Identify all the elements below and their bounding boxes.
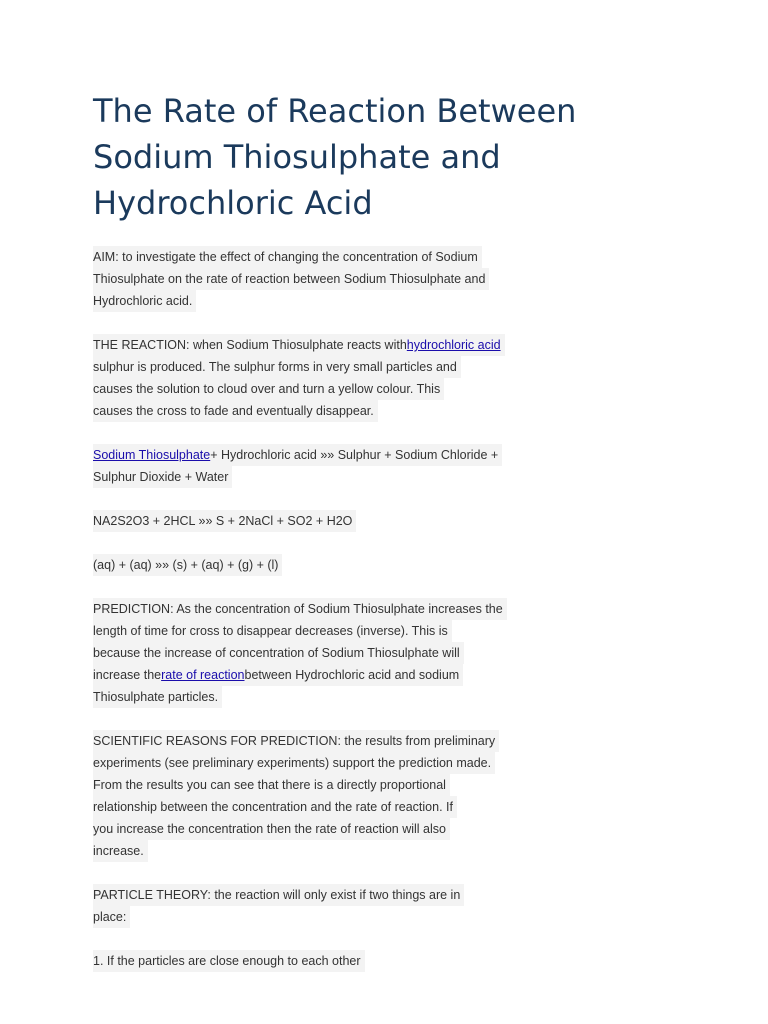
reaction-line-1 [93, 334, 505, 356]
word-equation-line-1-text: + Hydrochloric acid »» Sulphur + Sodium Chloride + [210, 448, 499, 462]
particle-theory-paragraph [93, 884, 533, 928]
title-line-1: The Rate of Reaction Between [93, 92, 577, 130]
reaction-paragraph [93, 334, 533, 422]
document-page [93, 88, 577, 972]
symbol-equation: NA2S2O3 + 2HCL »» S + 2NaCl + SO2 + H2O [93, 510, 356, 532]
scientific-line-4: relationship between the concentration and the rate of reaction. If [93, 796, 457, 818]
scientific-line-3: From the results you can see that there is a directly proportional [93, 774, 450, 796]
prediction-line-5: Thiosulphate particles. [93, 686, 222, 708]
rate-of-reaction-link[interactable]: rate of reaction [161, 668, 245, 682]
prediction-line-4-pre: increase the [93, 668, 162, 682]
prediction-line-2: length of time for cross to disappear decreases (inverse). This is [93, 620, 452, 642]
prediction-line-3: because the increase of concentration of Sodium Thiosulphate will [93, 642, 464, 664]
reaction-line-3: causes the solution to cloud over and turn a yellow colour. This [93, 378, 444, 400]
hydrochloric-acid-link[interactable]: hydrochloric acid [406, 338, 501, 352]
state-symbols: (aq) + (aq) »» (s) + (aq) + (g) + (l) [93, 554, 282, 576]
prediction-line-1: PREDICTION: As the concentration of Sodium Thiosulphate increases the [93, 598, 507, 620]
particle-line-2: place: [93, 906, 130, 928]
word-equation-line-1 [93, 444, 502, 466]
scientific-line-5: you increase the concentration then the rate of reaction will also [93, 818, 450, 840]
title-line-3: Hydrochloric Acid [93, 184, 373, 222]
aim-paragraph [93, 246, 533, 312]
word-equation-paragraph [93, 444, 533, 488]
particle-line-1: PARTICLE THEORY: the reaction will only exist if two things are in [93, 884, 464, 906]
state-symbols-paragraph [93, 554, 533, 576]
list-item-paragraph [93, 950, 533, 972]
word-equation-line-2: Sulphur Dioxide + Water [93, 466, 232, 488]
reaction-line-2: sulphur is produced. The sulphur forms in very small particles and [93, 356, 461, 378]
symbol-equation-paragraph [93, 510, 533, 532]
prediction-line-4-post: between Hydrochloric acid and sodium [244, 668, 460, 682]
sodium-thiosulphate-link[interactable]: Sodium Thiosulphate [93, 448, 211, 462]
list-item: 1. If the particles are close enough to each other [93, 950, 365, 972]
prediction-paragraph [93, 598, 533, 708]
aim-line-1: AIM: to investigate the effect of changing the concentration of Sodium [93, 246, 482, 268]
reaction-line-1-text: THE REACTION: when Sodium Thiosulphate reacts with [93, 338, 407, 352]
prediction-line-4 [93, 664, 463, 686]
document-body [93, 246, 533, 972]
scientific-line-1: SCIENTIFIC REASONS FOR PREDICTION: the results from preliminary [93, 730, 499, 752]
title-line-2: Sodium Thiosulphate and [93, 138, 501, 176]
page-title [93, 88, 653, 226]
reaction-line-4: causes the cross to fade and eventually disappear. [93, 400, 378, 422]
scientific-reasons-paragraph [93, 730, 533, 862]
scientific-line-2: experiments (see preliminary experiments) support the prediction made. [93, 752, 495, 774]
aim-line-2: Thiosulphate on the rate of reaction between Sodium Thiosulphate and [93, 268, 489, 290]
aim-line-3: Hydrochloric acid. [93, 290, 196, 312]
scientific-line-6: increase. [93, 840, 148, 862]
